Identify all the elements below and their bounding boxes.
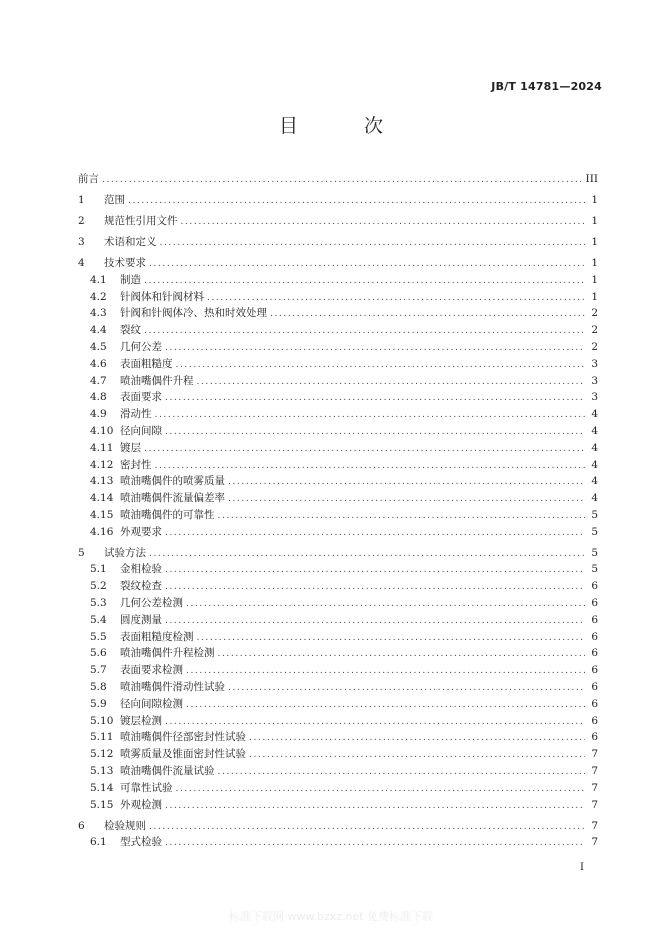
- toc-dot-leader: [228, 680, 585, 697]
- toc-entry[interactable]: [78, 679, 598, 696]
- toc-entry[interactable]: [78, 272, 598, 289]
- toc-entry-page: 7: [591, 798, 598, 811]
- toc-entry-title: 圆度测量: [120, 613, 162, 626]
- toc-entry-title: 可靠性试验: [120, 781, 173, 794]
- toc-entry-number: 3: [78, 235, 85, 248]
- toc-entry-page: 7: [591, 819, 598, 832]
- toc-entry[interactable]: [78, 595, 598, 612]
- toc-entry-page: 4: [591, 408, 598, 421]
- toc-entry-number: 4.6: [90, 357, 107, 370]
- toc-entry-title: 外观检测: [120, 798, 162, 811]
- toc-dot-leader: [155, 458, 586, 475]
- toc-entry[interactable]: [78, 356, 598, 373]
- toc-entry[interactable]: [78, 662, 598, 679]
- toc-entry-number: 5.15: [90, 798, 114, 811]
- toc-dot-leader: [197, 630, 586, 647]
- toc-entry-page: 1: [591, 214, 598, 227]
- toc-entry[interactable]: [78, 780, 598, 797]
- toc-entry-title: 裂纹检查: [120, 580, 162, 593]
- toc-entry[interactable]: [78, 545, 598, 562]
- toc-entry[interactable]: [78, 818, 598, 835]
- toc-entry-title: 喷油嘴偶件升程: [120, 374, 194, 387]
- toc-entry-title: 径向间隙检测: [120, 697, 183, 710]
- toc-entry-title: 滑动性: [120, 408, 152, 421]
- toc-entry[interactable]: [78, 713, 598, 730]
- toc-entry-page: 7: [591, 781, 598, 794]
- toc-entry[interactable]: [78, 423, 598, 440]
- toc-entry-page: 7: [591, 765, 598, 778]
- toc-entry-title: 镀层: [120, 441, 141, 454]
- toc-entry-number: 6.1: [90, 836, 107, 849]
- toc-dot-leader: [218, 508, 586, 525]
- toc-entry-number: 1: [78, 193, 85, 206]
- toc-dot-leader: [249, 730, 585, 747]
- toc-dot-leader: [186, 663, 585, 680]
- toc-entry-title: 径向间隙: [120, 424, 162, 437]
- toc-entry-page: 5: [591, 525, 598, 538]
- toc-entry[interactable]: [78, 171, 598, 188]
- toc-entry-title: 几何公差检测: [120, 597, 183, 610]
- toc-entry-page: 2: [591, 340, 598, 353]
- toc-entry-page: 6: [591, 630, 598, 643]
- toc-dot-leader: [144, 323, 585, 340]
- toc-entry[interactable]: [78, 507, 598, 524]
- toc-dot-leader: [176, 357, 586, 374]
- toc-entry-number: 5.7: [90, 664, 107, 677]
- toc-entry-title: 表面要求检测: [120, 664, 183, 677]
- toc-entry-number: 4.7: [90, 374, 107, 387]
- toc-dot-leader: [181, 214, 586, 231]
- toc-entry-number: 5.3: [90, 597, 107, 610]
- toc-entry-page: 2: [591, 307, 598, 320]
- toc-entry-page: 5: [591, 546, 598, 559]
- toc-entry-page: 6: [591, 714, 598, 727]
- toc-entry-number: 5.9: [90, 697, 107, 710]
- toc-dot-leader: [186, 697, 585, 714]
- toc-entry-page: 5: [591, 508, 598, 521]
- toc-entry-page: 4: [591, 492, 598, 505]
- toc-entry-title: 喷雾质量及锥面密封性试验: [120, 748, 246, 761]
- toc-entry[interactable]: [78, 255, 598, 272]
- toc-entry[interactable]: [78, 457, 598, 474]
- toc-entry-title: 规范性引用文件: [104, 214, 178, 227]
- toc-entry-title: 技术要求: [104, 256, 146, 269]
- toc-entry-number: 5.11: [90, 731, 114, 744]
- toc-dot-leader: [165, 835, 585, 852]
- toc-entry-number: 4.3: [90, 307, 107, 320]
- toc-entry-title: 检验规则: [104, 819, 146, 832]
- toc-entry-number: 4.15: [90, 508, 114, 521]
- toc-entry-page: 4: [591, 441, 598, 454]
- toc-entry-number: 6: [78, 819, 85, 832]
- toc-entry-title: 试验方法: [104, 546, 146, 559]
- toc-dot-leader: [160, 235, 586, 252]
- toc-entry[interactable]: [78, 373, 598, 390]
- toc-entry-title: 喷油嘴偶件流量试验: [120, 765, 215, 778]
- toc-entry-page: 3: [591, 391, 598, 404]
- toc-entry-title: 喷油嘴偶件流量偏差率: [120, 492, 225, 505]
- toc-entry-number: 4: [78, 256, 85, 269]
- toc-entry[interactable]: [78, 389, 598, 406]
- toc-entry[interactable]: [78, 763, 598, 780]
- toc-entry-number: 4.5: [90, 340, 107, 353]
- toc-dot-leader: [228, 491, 585, 508]
- toc-entry-page: 4: [591, 458, 598, 471]
- toc-entry-number: 5.6: [90, 647, 107, 660]
- toc-entry-page: 6: [591, 613, 598, 626]
- toc-entry-number: 4.16: [90, 525, 114, 538]
- toc-entry-page: 6: [591, 580, 598, 593]
- toc-entry-page: 7: [591, 836, 598, 849]
- toc-entry-number: 4.1: [90, 273, 107, 286]
- toc-dot-leader: [149, 819, 585, 836]
- toc-entry-number: 5.12: [90, 748, 114, 761]
- toc-entry[interactable]: [78, 473, 598, 490]
- toc-dot-leader: [228, 474, 585, 491]
- toc-entry-number: 2: [78, 214, 85, 227]
- toc-entry-page: 5: [591, 563, 598, 576]
- toc-dot-leader: [218, 764, 586, 781]
- toc-entry-number: 5.1: [90, 563, 107, 576]
- toc-entry-title: 外观要求: [120, 525, 162, 538]
- toc-entry-title: 裂纹: [120, 324, 141, 337]
- toc-entry-number: 5: [78, 546, 85, 559]
- toc-dot-leader: [270, 306, 585, 323]
- toc-entry[interactable]: [78, 192, 598, 209]
- toc-entry-page: 6: [591, 731, 598, 744]
- toc-entry-number: 4.8: [90, 391, 107, 404]
- toc-dot-leader: [155, 407, 586, 424]
- toc-entry-title: 镀层检测: [120, 714, 162, 727]
- toc-entry[interactable]: [78, 797, 598, 814]
- toc-entry[interactable]: [78, 406, 598, 423]
- toc-dot-leader: [144, 441, 585, 458]
- toc-entry[interactable]: [78, 629, 598, 646]
- toc-entry-title: 型式检验: [120, 836, 162, 849]
- toc-entry-title: 密封性: [120, 458, 152, 471]
- toc-dot-leader: [165, 613, 585, 630]
- toc-entry-page: 3: [591, 374, 598, 387]
- toc-entry[interactable]: [78, 524, 598, 541]
- toc-dot-leader: [128, 193, 585, 210]
- toc-dot-leader: [149, 256, 585, 273]
- toc-entry-number: 5.5: [90, 630, 107, 643]
- toc-entry-number: 5.4: [90, 613, 107, 626]
- toc-entry[interactable]: [78, 289, 598, 306]
- toc-entry-number: 5.13: [90, 765, 114, 778]
- table-of-contents: [78, 171, 598, 851]
- toc-entry[interactable]: [78, 490, 598, 507]
- toc-entry-title: 表面粗糙度检测: [120, 630, 194, 643]
- toc-entry-page: 2: [591, 324, 598, 337]
- toc-dot-leader: [186, 596, 585, 613]
- toc-entry-page: 6: [591, 681, 598, 694]
- toc-entry-number: 5.8: [90, 681, 107, 694]
- toc-entry-number: 4.4: [90, 324, 107, 337]
- toc-entry-number: 4.14: [90, 492, 114, 505]
- toc-dot-leader: [165, 390, 585, 407]
- toc-entry-page: 1: [591, 290, 598, 303]
- toc-entry-title: 前言: [78, 173, 99, 185]
- toc-entry-title: 喷油嘴偶件径部密封性试验: [120, 731, 246, 744]
- toc-dot-leader: [249, 747, 585, 764]
- toc-dot-leader: [165, 562, 585, 579]
- toc-entry-page: 1: [591, 235, 598, 248]
- toc-entry-number: 4.2: [90, 290, 107, 303]
- toc-dot-leader: [165, 340, 585, 357]
- toc-entry[interactable]: [78, 322, 598, 339]
- toc-entry-title: 表面要求: [120, 391, 162, 404]
- toc-entry[interactable]: [78, 578, 598, 595]
- toc-entry-title: 针阀和针阀体冷、热和时效处理: [120, 307, 267, 320]
- toc-entry-page: 6: [591, 664, 598, 677]
- toc-entry-title: 范围: [104, 193, 125, 206]
- toc-entry[interactable]: [78, 729, 598, 746]
- toc-entry[interactable]: [78, 305, 598, 322]
- toc-entry[interactable]: [78, 339, 598, 356]
- toc-entry-number: 4.10: [90, 424, 114, 437]
- toc-entry-page: 3: [591, 357, 598, 370]
- toc-entry-number: 4.12: [90, 458, 114, 471]
- toc-entry[interactable]: [78, 834, 598, 851]
- toc-entry[interactable]: [78, 440, 598, 457]
- toc-dot-leader: [197, 374, 586, 391]
- toc-entry-title: 几何公差: [120, 340, 162, 353]
- toc-dot-leader: [207, 290, 585, 307]
- toc-dot-leader: [144, 273, 585, 290]
- toc-entry-number: 5.14: [90, 781, 114, 794]
- toc-entry-title: 喷油嘴偶件滑动性试验: [120, 681, 225, 694]
- toc-entry-number: 5.10: [90, 714, 114, 727]
- toc-entry-page: 6: [591, 597, 598, 610]
- toc-dot-leader: [165, 424, 585, 441]
- toc-entry-page: 4: [591, 475, 598, 488]
- toc-dot-leader: [149, 546, 585, 563]
- toc-entry-page: 1: [591, 256, 598, 269]
- toc-entry-page: 7: [591, 748, 598, 761]
- toc-entry-number: 4.9: [90, 408, 107, 421]
- toc-entry-page: 1: [591, 273, 598, 286]
- toc-entry[interactable]: [78, 696, 598, 713]
- toc-entry-page: 6: [591, 697, 598, 710]
- toc-entry-title: 制造: [120, 273, 141, 286]
- toc-entry-number: 4.13: [90, 475, 114, 488]
- standard-code: JB/T 14781—2024: [491, 80, 602, 93]
- toc-entry-title: 金相检验: [120, 563, 162, 576]
- toc-dot-leader: [165, 714, 585, 731]
- toc-entry-title: 表面粗糙度: [120, 357, 173, 370]
- toc-dot-leader: [165, 579, 585, 596]
- toc-dot-leader: [176, 781, 586, 798]
- toc-entry-page: 6: [591, 647, 598, 660]
- page-number: I: [580, 862, 584, 873]
- toc-entry-number: 4.11: [90, 441, 114, 454]
- watermark: 标准下载网 www.bzxz.net 免费标准下载: [228, 910, 434, 923]
- toc-entry-page: 1: [591, 193, 598, 206]
- toc-entry-title: 喷油嘴偶件的可靠性: [120, 508, 215, 521]
- toc-entry[interactable]: [78, 645, 598, 662]
- toc-dot-leader: [102, 172, 583, 189]
- toc-entry[interactable]: [78, 612, 598, 629]
- toc-entry-title: 针阀体和针阀材料: [120, 290, 204, 303]
- toc-entry-title: 喷油嘴偶件的喷雾质量: [120, 475, 225, 488]
- toc-entry-page: III: [585, 173, 598, 185]
- page-title: 目 次: [278, 115, 414, 137]
- toc-entry[interactable]: [78, 213, 598, 230]
- toc-entry-number: 5.2: [90, 580, 107, 593]
- toc-entry-page: 4: [591, 424, 598, 437]
- toc-entry[interactable]: [78, 746, 598, 763]
- toc-entry-title: 术语和定义: [104, 235, 157, 248]
- toc-entry-title: 喷油嘴偶件升程检测: [120, 647, 215, 660]
- toc-dot-leader: [165, 525, 585, 542]
- toc-dot-leader: [165, 798, 585, 815]
- toc-entry[interactable]: [78, 561, 598, 578]
- toc-dot-leader: [218, 646, 586, 663]
- toc-entry[interactable]: [78, 234, 598, 251]
